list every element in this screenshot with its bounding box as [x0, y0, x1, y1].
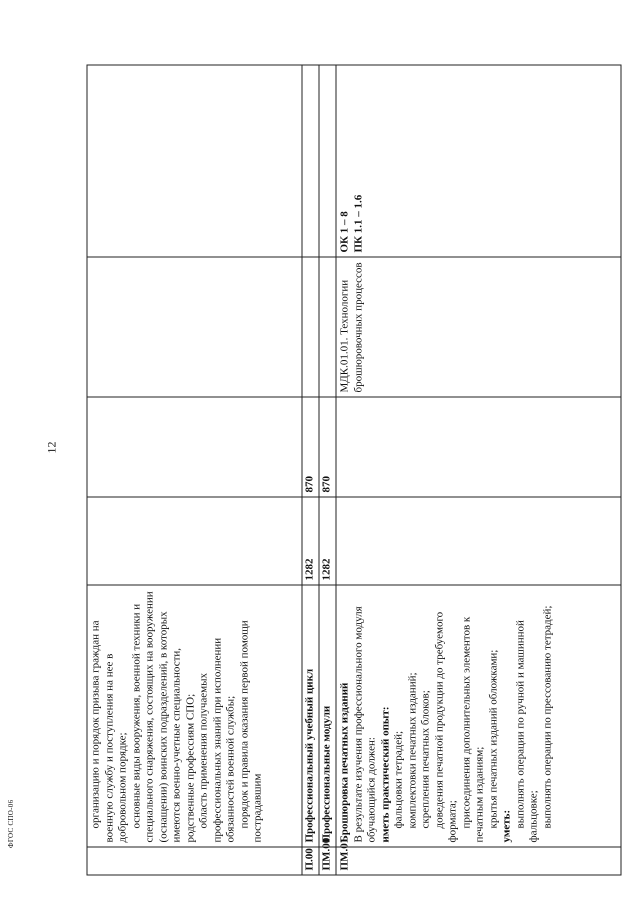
cell-hours-max: [87, 497, 302, 585]
content-line: основные виды вооружения, военной техники и специального снаряжения, состоящих на вооружении (оснащении) воинских подразделений, в которых имеются военно-учетные специальности, родственные профессиям СПО;: [130, 590, 196, 842]
competency-pk: ПК 1.1 – 1.6: [352, 194, 364, 252]
cell-hours-req: 870: [319, 397, 336, 497]
skills-item: выполнять операции по прессованию тетрадей;: [541, 605, 553, 828]
competency-ok: ОК 1 – 8: [338, 210, 351, 252]
content-line: порядок и правила оказания первой помощи пострадавшим: [238, 619, 264, 842]
cell-competencies: [87, 65, 302, 257]
cell-code: [87, 847, 302, 875]
table-row-modules: [319, 65, 336, 875]
cell-hours-max: 1282: [302, 497, 319, 585]
module-intro: В результате изучения профессионального модуля обучающийся должен:: [352, 605, 378, 842]
cell-disciplines: МДК.01.01. Технологии брошюровочных процессов: [336, 257, 621, 397]
cell-competencies: [302, 65, 319, 257]
table-row-pm01: [336, 65, 621, 875]
experience-item: крытья печатных изданий обложками;: [487, 649, 499, 828]
cell-disciplines: [319, 257, 336, 397]
table-row-continuation: [87, 65, 302, 875]
cell-title: Профессиональные модули: [319, 585, 336, 847]
experience-item: доведения печатной продукции до требуемого формата;: [433, 611, 459, 842]
cell-code: П.00: [302, 847, 319, 875]
cell-competencies: [336, 65, 621, 257]
cell-title: Профессиональный учебный цикл: [302, 585, 319, 847]
cell-code: ПМ.00: [319, 847, 336, 875]
cell-content: [87, 585, 302, 847]
cell-hours-req: [87, 397, 302, 497]
cell-hours-max: [336, 497, 621, 585]
cell-content: [336, 585, 621, 847]
experience-item: присоединения дополнительных элементов к печатным изданиям;: [460, 616, 486, 842]
content-line: организацию и порядок призыва граждан на военную службу и поступления на нее в добровольном порядке;: [89, 620, 129, 842]
cell-competencies: [319, 65, 336, 257]
content-line: область применения получаемых профессиональных знаний при исполнении обязанностей военной службы;: [197, 637, 237, 842]
cell-hours-max: 1282: [319, 497, 336, 585]
footer-label: ФГОС СПО-06: [7, 799, 15, 848]
cell-hours-req: 870: [302, 397, 319, 497]
cell-hours-req: [336, 397, 621, 497]
skills-item: выполнять операции по ручной и машинной фальцовке;: [514, 619, 540, 842]
cell-disciplines: [302, 257, 319, 397]
table-row-cycle: [302, 65, 319, 875]
module-title: Брошюровка печатных изданий: [338, 682, 351, 842]
experience-label: иметь практический опыт:: [379, 705, 391, 842]
page-number: 12: [44, 441, 59, 454]
experience-item: фальцовки тетрадей;: [392, 730, 405, 828]
experience-item: комплектовки печатных изданий;: [406, 671, 418, 828]
cell-code: ПМ.01: [336, 847, 621, 875]
curriculum-table: [87, 65, 604, 875]
cell-disciplines: [87, 257, 302, 397]
skills-label: уметь:: [500, 809, 513, 842]
experience-item: скрепления печатных блоков;: [419, 689, 432, 828]
